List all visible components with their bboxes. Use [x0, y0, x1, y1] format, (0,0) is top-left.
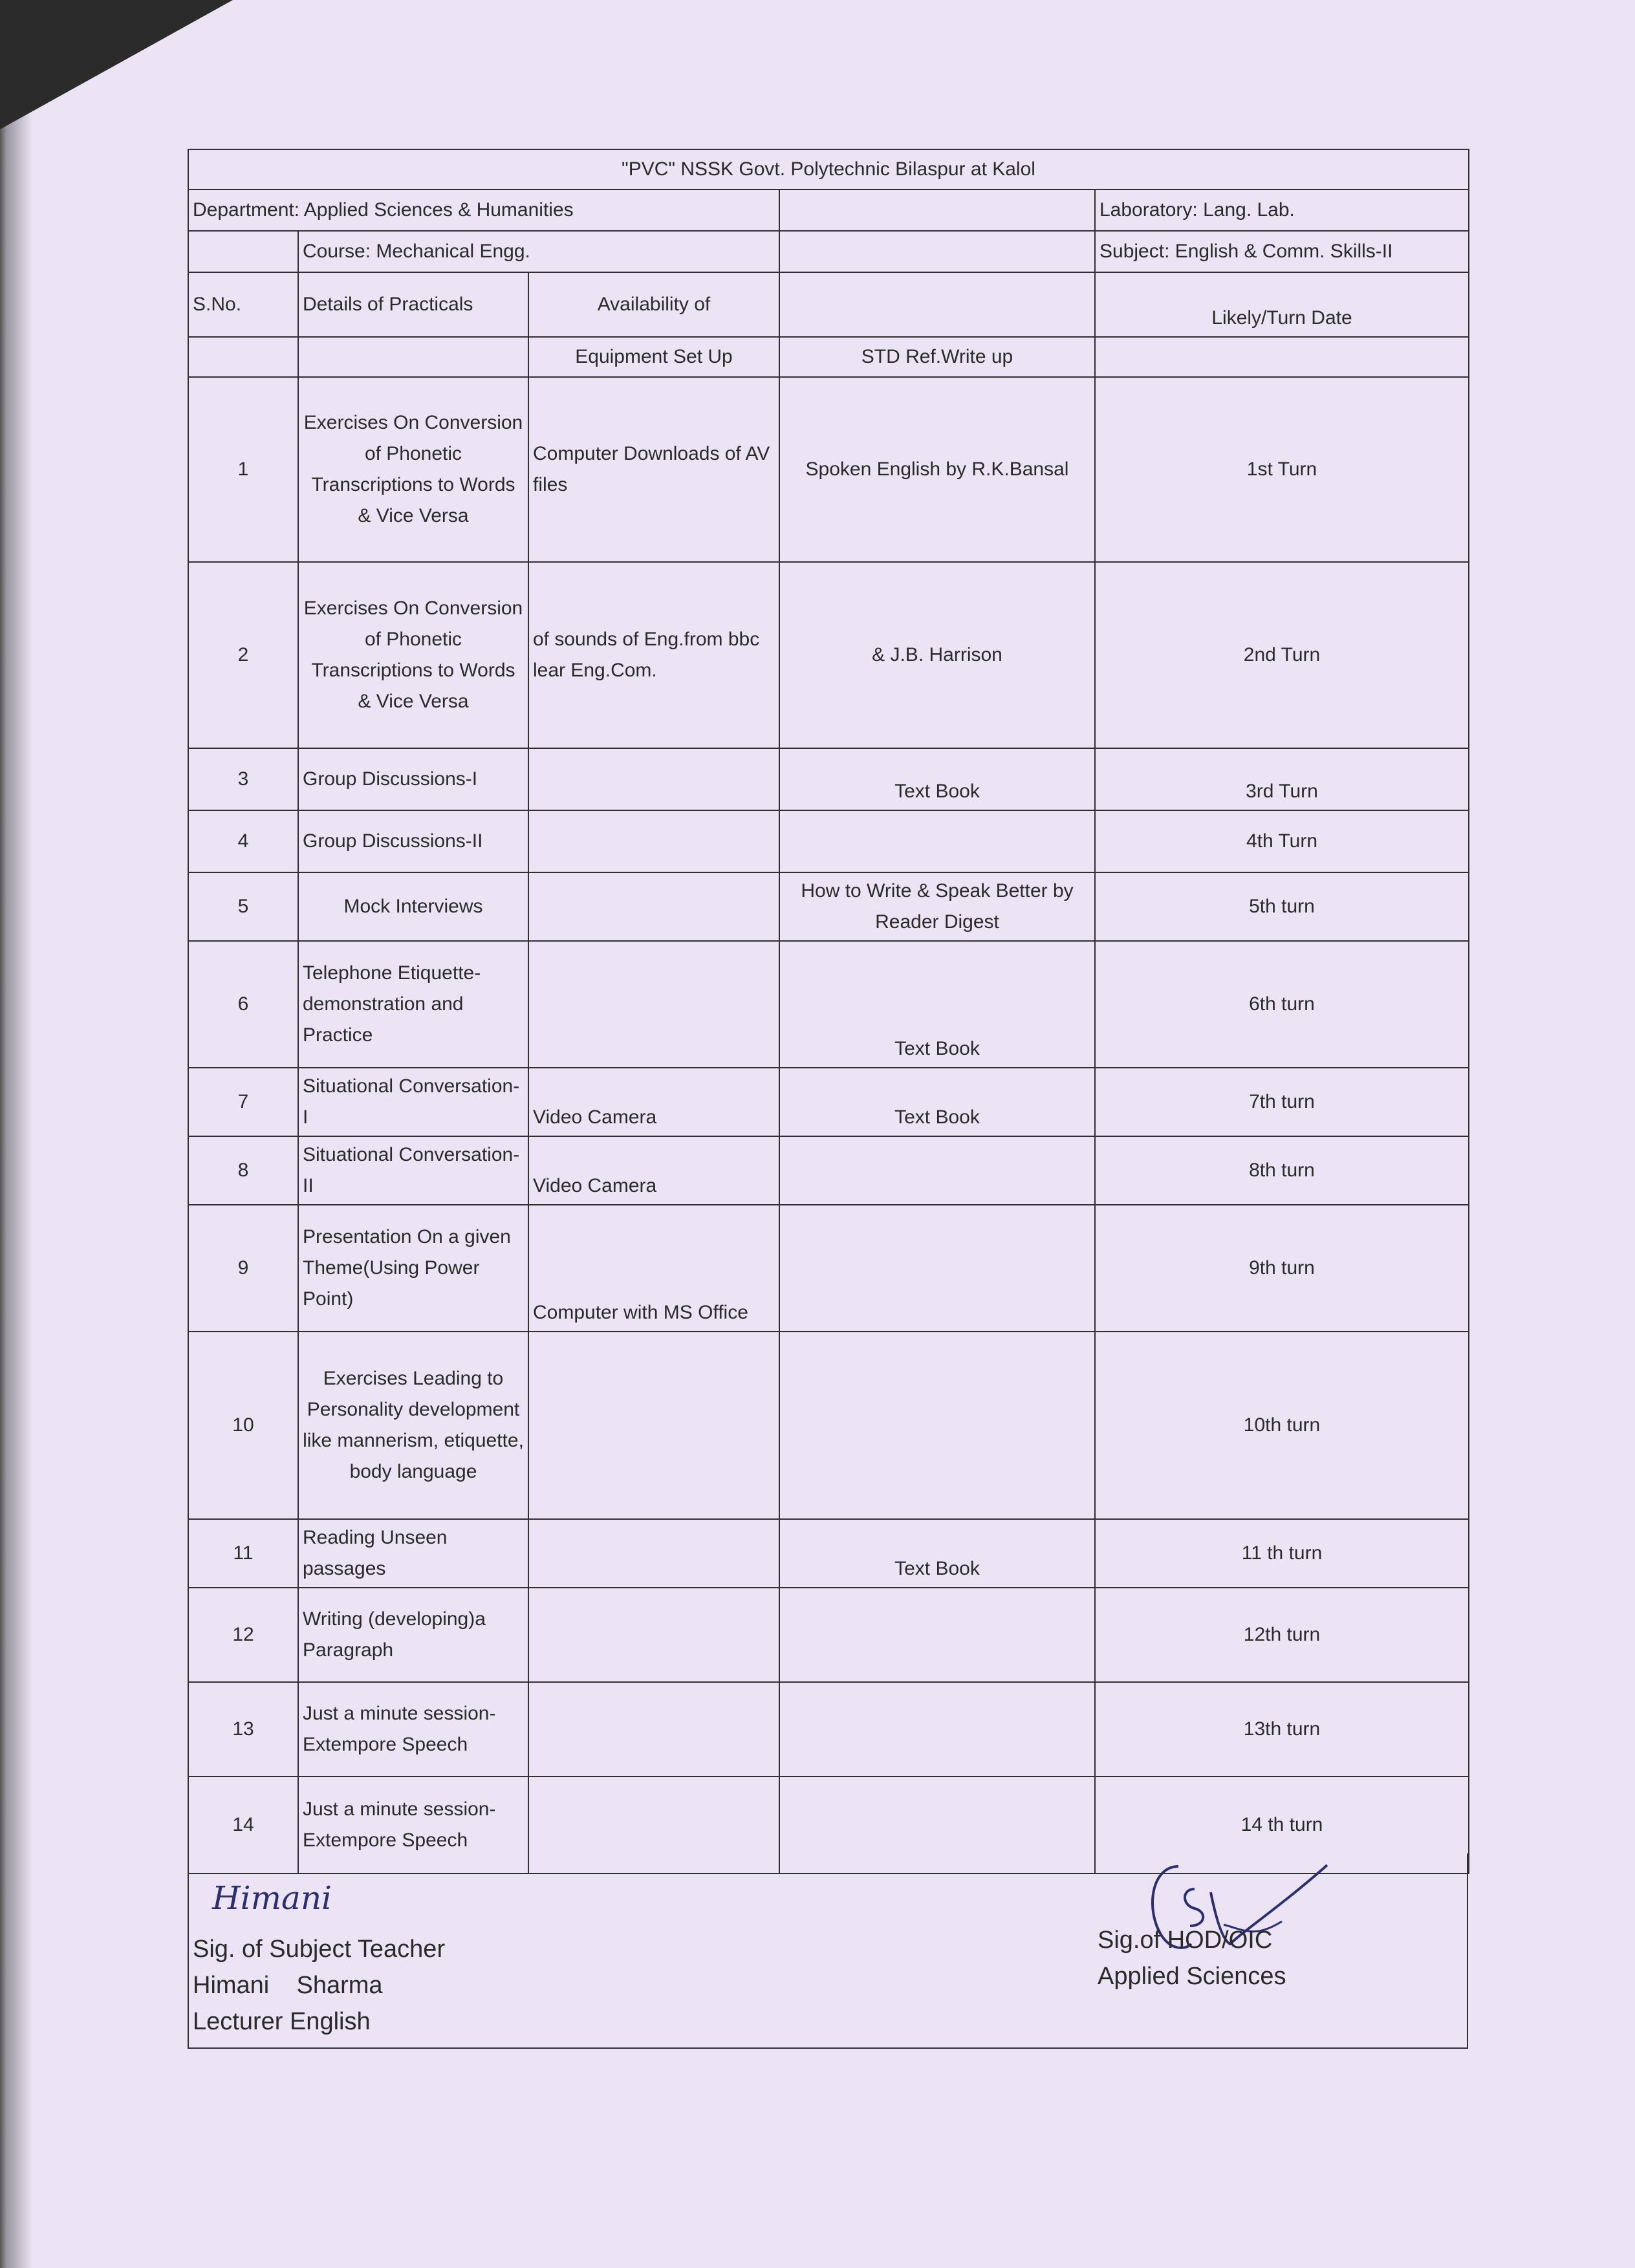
row-details: Telephone Etiquette-demonstration and Practice [298, 941, 528, 1068]
teacher-signature-block [193, 1931, 445, 2040]
row-sno: 11 [188, 1519, 298, 1588]
row-details: Reading Unseen passages [298, 1519, 528, 1588]
table-row [188, 748, 1469, 810]
teacher-handwritten-signature: Himani [212, 1879, 332, 1917]
row-reference [779, 1588, 1095, 1682]
department-cell: Department: Applied Sciences & Humanities [188, 189, 779, 231]
row-sno: 10 [188, 1332, 298, 1519]
row-equipment [528, 941, 779, 1068]
column-subheader-row [188, 337, 1469, 377]
row-reference: Text Book [779, 941, 1095, 1068]
department-row [188, 189, 1469, 231]
empty-cell [779, 231, 1095, 272]
teacher-name: Himani Sharma [193, 1972, 383, 1999]
row-turn: 8th turn [1095, 1136, 1469, 1205]
row-turn: 9th turn [1095, 1205, 1469, 1332]
empty-cell [1095, 337, 1469, 377]
row-sno: 7 [188, 1068, 298, 1136]
row-details: Situational Conversation-I [298, 1068, 528, 1136]
row-sno: 5 [188, 872, 298, 941]
scan-edge [0, 0, 32, 2268]
row-equipment [528, 1682, 779, 1777]
hod-department: Applied Sciences [1098, 1963, 1286, 1990]
column-header-row [188, 272, 1469, 337]
row-reference: Text Book [779, 748, 1095, 810]
row-reference [779, 1682, 1095, 1777]
row-sno: 8 [188, 1136, 298, 1205]
row-reference: Text Book [779, 1519, 1095, 1588]
table-row [188, 810, 1469, 872]
empty-cell [779, 272, 1095, 337]
hod-signature-label: Sig.of HOD/OIC [1098, 1927, 1273, 1954]
row-details: Writing (developing)a Paragraph [298, 1588, 528, 1682]
row-equipment: of sounds of Eng.from bbc lear Eng.Com. [528, 562, 779, 748]
hod-signature-block [1098, 1922, 1286, 1994]
row-equipment: Video Camera [528, 1068, 779, 1136]
row-sno: 2 [188, 562, 298, 748]
row-sno: 3 [188, 748, 298, 810]
table-row [188, 1682, 1469, 1777]
row-turn: 4th Turn [1095, 810, 1469, 872]
row-turn: 2nd Turn [1095, 562, 1469, 748]
empty-cell [779, 189, 1095, 231]
teacher-title: Lecturer English [193, 2008, 371, 2035]
row-reference [779, 810, 1095, 872]
row-sno: 1 [188, 377, 298, 562]
std-ref-header: STD Ref.Write up [779, 337, 1095, 377]
institute-title: "PVC" NSSK Govt. Polytechnic Bilaspur at Kalol [188, 149, 1469, 189]
row-turn: 10th turn [1095, 1332, 1469, 1519]
table-row [188, 562, 1469, 748]
title-row [188, 149, 1469, 189]
row-details: Situational Conversation-II [298, 1136, 528, 1205]
row-turn: 1st Turn [1095, 377, 1469, 562]
row-sno: 12 [188, 1588, 298, 1682]
row-reference: Text Book [779, 1068, 1095, 1136]
table-row [188, 1205, 1469, 1332]
table-row [188, 1136, 1469, 1205]
row-turn: 12th turn [1095, 1588, 1469, 1682]
table-row [188, 377, 1469, 562]
row-turn: 6th turn [1095, 941, 1469, 1068]
row-turn: 3rd Turn [1095, 748, 1469, 810]
row-sno: 13 [188, 1682, 298, 1777]
row-sno: 4 [188, 810, 298, 872]
row-reference [779, 1136, 1095, 1205]
row-details: Group Discussions-I [298, 748, 528, 810]
row-details: Mock Interviews [298, 872, 528, 941]
row-details: Exercises On Conversion of Phonetic Transcriptions to Words & Vice Versa [298, 377, 528, 562]
empty-cell [188, 337, 298, 377]
row-details: Just a minute session-Extempore Speech [298, 1777, 528, 1874]
empty-cell [188, 231, 298, 272]
row-details: Just a minute session-Extempore Speech [298, 1682, 528, 1777]
teacher-signature-label: Sig. of Subject Teacher [193, 1936, 446, 1963]
row-equipment: Computer Downloads of AV files [528, 377, 779, 562]
row-sno: 9 [188, 1205, 298, 1332]
table-row [188, 1588, 1469, 1682]
row-equipment [528, 1519, 779, 1588]
row-equipment [528, 1332, 779, 1519]
row-equipment [528, 810, 779, 872]
empty-cell [298, 337, 528, 377]
row-sno: 14 [188, 1777, 298, 1874]
row-reference: & J.B. Harrison [779, 562, 1095, 748]
row-sno: 6 [188, 941, 298, 1068]
details-header: Details of Practicals [298, 272, 528, 337]
row-turn: 11 th turn [1095, 1519, 1469, 1588]
row-reference: Spoken English by R.K.Bansal [779, 377, 1095, 562]
table-row [188, 1068, 1469, 1136]
table-row [188, 941, 1469, 1068]
row-reference [779, 1205, 1095, 1332]
row-equipment: Computer with MS Office [528, 1205, 779, 1332]
row-turn: 14 th turn [1095, 1777, 1469, 1874]
course-row [188, 231, 1469, 272]
sno-header: S.No. [188, 272, 298, 337]
subject-cell: Subject: English & Comm. Skills-II [1095, 231, 1469, 272]
course-cell: Course: Mechanical Engg. [298, 231, 779, 272]
row-equipment [528, 748, 779, 810]
row-turn: 7th turn [1095, 1068, 1469, 1136]
turn-date-header: Likely/Turn Date [1095, 272, 1469, 337]
row-details: Exercises Leading to Personality development like mannerism, etiquette, body language [298, 1332, 528, 1519]
folded-corner [0, 0, 233, 129]
availability-header: Availability of [528, 272, 779, 337]
practical-schedule-sheet [188, 149, 1468, 2049]
laboratory-cell: Laboratory: Lang. Lab. [1095, 189, 1469, 231]
table-row [188, 1332, 1469, 1519]
row-reference [779, 1332, 1095, 1519]
row-equipment: Video Camera [528, 1136, 779, 1205]
row-turn: 5th turn [1095, 872, 1469, 941]
row-equipment [528, 1588, 779, 1682]
row-details: Exercises On Conversion of Phonetic Transcriptions to Words & Vice Versa [298, 562, 528, 748]
signature-section [188, 1853, 1468, 2049]
equipment-header: Equipment Set Up [528, 337, 779, 377]
row-details: Presentation On a given Theme(Using Power Point) [298, 1205, 528, 1332]
row-turn: 13th turn [1095, 1682, 1469, 1777]
row-equipment [528, 872, 779, 941]
table-row [188, 1519, 1469, 1588]
practicals-table [188, 149, 1469, 1874]
row-reference: How to Write & Speak Better by Reader Digest [779, 872, 1095, 941]
table-row [188, 872, 1469, 941]
row-details: Group Discussions-II [298, 810, 528, 872]
